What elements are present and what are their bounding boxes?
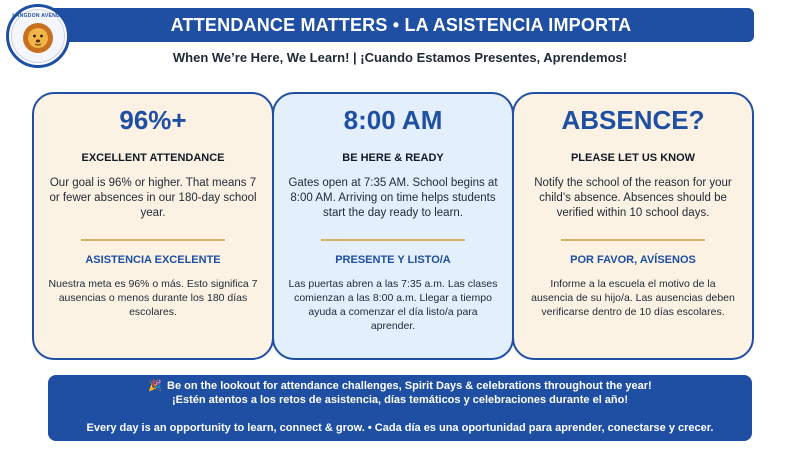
- card-heading-es: ASISTENCIA EXCELENTE: [85, 254, 221, 266]
- title-banner: [48, 8, 754, 42]
- card-start-time: [272, 92, 514, 360]
- card-heading-es: POR FAVOR, AVÍSENOS: [570, 254, 696, 266]
- footer-line-2: ¡Estén atentos a los retos de asistencia, días temáticos y celebraciones durante el año!: [171, 394, 629, 406]
- tagline: When We’re Here, We Learn! | ¡Cuando Estamos Presentes, Aprendemos!: [172, 50, 628, 65]
- card-body-es: Las puertas abren a las 7:35 a.m. Las clases comienzan a las 8:00 a.m. Llegar a tiempo ayuda a comenzar el día listo/a para aprender.: [288, 278, 498, 332]
- card-divider: [561, 239, 705, 241]
- card-body-es: Nuestra meta es 96% o más. Esto significa 7 ausencias o menos durante los 180 días escolares.: [48, 278, 258, 318]
- card-heading-es: PRESENTE Y LISTO/A: [335, 254, 451, 266]
- card-heading-en: BE HERE & READY: [342, 152, 444, 164]
- card-absence: [512, 92, 754, 360]
- party-popper-icon: 🎉: [148, 380, 162, 392]
- footer-line-3: Every day is an opportunity to learn, connect & grow. • Cada día es una oportunidad para aprender, conectarse y crecer.: [86, 422, 714, 434]
- card-divider: [321, 239, 465, 241]
- card-body-en: Our goal is 96% or higher. That means 7 or fewer absences in our 180-day school year.: [49, 177, 257, 219]
- card-body-en: Notify the school of the reason for your child’s absence. Absences should be verified within 10 school days.: [534, 177, 732, 219]
- logo-badge: [11, 9, 65, 63]
- card-attendance-goal: [32, 92, 274, 360]
- card-heading-en: EXCELLENT ATTENDANCE: [81, 152, 225, 164]
- footer-banner: [48, 375, 752, 441]
- card-heading-en: PLEASE LET US KNOW: [570, 152, 696, 164]
- footer-line-1: [48, 379, 752, 393]
- card-body-es: Informe a la escuela el motivo de la ausencia de su hijo/a. Las ausencias deben verificarse dentro de 10 días escolares.: [531, 278, 735, 318]
- card-big-value: ABSENCE?: [561, 105, 705, 135]
- card-divider: [81, 239, 225, 241]
- lion-icon: [18, 16, 58, 56]
- card-big-value: 8:00 AM: [343, 105, 443, 135]
- school-logo: [6, 4, 70, 68]
- footer-text-en: Be on the lookout for attendance challenges, Spirit Days & celebrations throughout the year!: [167, 380, 652, 392]
- logo-text: LANGDON AVENUE: [12, 13, 64, 19]
- page-title: ATTENDANCE MATTERS • LA ASISTENCIA IMPORTA: [170, 14, 632, 35]
- card-body-en: Gates open at 7:35 AM. School begins at 8:00 AM. Arriving on time helps students start the day ready to learn.: [288, 177, 498, 219]
- card-big-value: 96%+: [119, 105, 187, 135]
